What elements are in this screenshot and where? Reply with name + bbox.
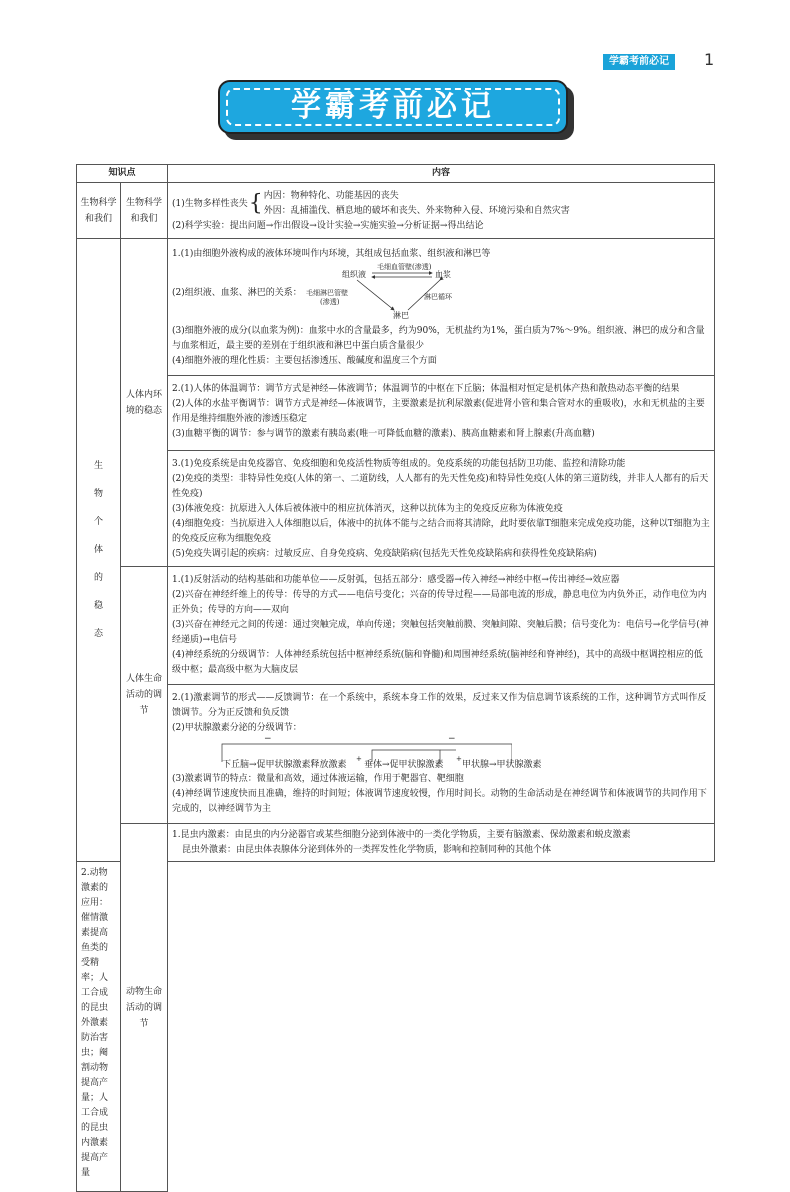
thyroid-hierarchy: (2)甲状腺激素分泌的分级调节： xyxy=(172,723,302,733)
cell-homeostasis-label: 人体内环境的稳态 xyxy=(121,239,168,567)
blood-sugar: (3)血糖平衡的调节：参与调节的激素有胰岛素(唯一可降低血糖的激素)、胰高血糖素和肾上腺素(升高血糖) xyxy=(172,429,595,439)
node-lymph: 淋巴 xyxy=(393,311,409,320)
cell-content xyxy=(168,376,715,451)
cell-content xyxy=(77,862,121,1192)
page-number: 1 xyxy=(704,50,715,69)
brace-icon: { xyxy=(248,191,263,216)
cell-content xyxy=(168,183,715,239)
internal-causes: 内因：物种特化、功能基因的丧失 xyxy=(263,191,399,201)
water-salt-balance: (2)人体的水盐平衡调节：调节方式是神经—体液调节，主要激素是抗利尿激素(促进肾小管和集合管对水的重吸收)，水和无机盐的主要作用是维持细胞外液的渗透压稳定 xyxy=(172,399,705,424)
synaptic-transmission: (3)兴奋在神经元之间的传递：通过突触完成，单向传递；突触包括突触前膜、突触间隙、突触后膜；信号变化为：电信号→化学信号(神经递质)→电信号 xyxy=(172,620,709,645)
edge-capillary-wall: 毛细血管壁(渗透) xyxy=(377,263,432,271)
cell-content xyxy=(168,239,715,376)
inner-env-def: 1.(1)由细胞外液构成的液体环境叫作内环境，其组成包括血浆、组织液和淋巴等 xyxy=(172,249,491,259)
nerve-conduction: (2)兴奋在神经纤维上的传导：传导的方式——电信号变化；兴奋的传导过程——局部电流的形成，静息电位为内负外正，动作电位为内正外负；传导的方向——双向 xyxy=(172,590,707,615)
table-row-homeostasis-1 xyxy=(77,239,715,376)
biodiversity-label: (1)生物多样性丧失 xyxy=(172,198,248,209)
insect-internal-hormones: 1.昆虫内激素：由昆虫的内分泌器官或某些细胞分泌到体液中的一类化学物质，主要有脑激素、保幼激素和蜕皮激素 xyxy=(172,830,631,840)
diagram-label: (2)组织液、血浆、淋巴的关系： xyxy=(172,288,302,298)
reflex-arc: 1.(1)反射活动的结构基础和功能单位——反射弧，包括五部分：感受器→传入神经→神经中枢→传出神经→效应器 xyxy=(172,575,620,585)
flow-plus-2: + xyxy=(456,755,462,763)
flow-plus-1: + xyxy=(356,755,362,763)
flow-pituitary: 垂体→促甲状腺激素 xyxy=(364,760,444,770)
immune-system: 3.(1)免疫系统是由免疫器官、免疫细胞和免疫活性物质等组成的。免疫系统的功能包括防卫功能、监控和清除功能 xyxy=(172,459,626,469)
edge-lymph-capillary-wall-note: (渗透) xyxy=(320,298,340,306)
banner-title: 学霸考前必记 xyxy=(291,89,495,124)
knowledge-table xyxy=(76,164,715,1192)
table-row-animal-1 xyxy=(77,824,715,862)
flow-thyroid: 甲状腺→甲状腺激素 xyxy=(462,760,542,770)
node-plasma: 血浆 xyxy=(435,270,451,279)
feedback-minus-1: − xyxy=(264,734,272,744)
hormone-features: (3)激素调节的特点：微量和高效，通过体液运输，作用于靶器官、靶细胞 xyxy=(172,774,464,784)
fluid-composition: (3)细胞外液的成分(以血浆为例)：血浆中水的含量最多，约为90%，无机盐约为1%，蛋白质为7%～9%。组织液、淋巴的成分和含量与血浆相近，最主要的差别在于组织液和淋巴中蛋白质含量很少 xyxy=(172,326,705,351)
nervous-hierarchy: (4)神经系统的分级调节：人体神经系统包括中枢神经系统(脑和脊髓)和周围神经系统(脑神经和脊神经)，其中的高级中枢调控相应的低级中枢；最高级中枢为大脑皮层 xyxy=(172,650,703,675)
biodiversity-loss xyxy=(172,189,710,219)
external-causes: 外因：乱捕滥伐、栖息地的破坏和丧失、外来物种入侵、环境污染和自然灾害 xyxy=(263,206,570,216)
cell-content xyxy=(168,451,715,567)
cell-topic: 生物科学和我们 xyxy=(77,183,121,239)
immune-types: (2)免疫的类型：非特异性免疫(人体的第一、二道防线，人人都有的先天性免疫)和特异性免疫(人体的第三道防线，并非人人都有的后天性免疫) xyxy=(172,474,709,499)
table-row-regulation-2 xyxy=(77,685,715,824)
science-experiment: (2)科学实验：提出问题→作出假设→设计实验→实施实验→分析证据→得出结论 xyxy=(172,221,484,231)
section-title xyxy=(77,239,121,862)
feedback-regulation: 2.(1)激素调节的形式——反馈调节：在一个系统中，系统本身工作的效果，反过来又作为信息调节该系统的工作，这种调节方式叫作反馈调节。分为正反馈和负反馈 xyxy=(172,693,707,718)
table-row-homeostasis-3 xyxy=(77,451,715,567)
table-row-homeostasis-2 xyxy=(77,376,715,451)
node-tissue-fluid: 组织液 xyxy=(342,270,366,279)
flow-hypothalamus: 下丘脑→促甲状腺激素释放激素 xyxy=(222,760,347,770)
section-title-text: 生物个体的稳态 xyxy=(93,461,103,639)
table-header-row xyxy=(77,165,715,183)
insect-external-hormones: 昆虫外激素：由昆虫体表腺体分泌到体外的一类挥发性化学物质，影响和控制同种的其他个体 xyxy=(182,845,552,855)
neural-vs-humoral: (4)神经调节速度快而且准确，维持的时间短；体液调节速度较慢，作用时间长。动物的生命活动是在神经调节和体液调节的共同作用下完成的，以神经调节为主 xyxy=(172,789,707,814)
cell-content xyxy=(168,567,715,685)
cell-content xyxy=(168,685,715,824)
feedback-minus-2: − xyxy=(448,734,456,744)
cellular-immunity: (4)细胞免疫：当抗原进入人体细胞以后，体液中的抗体不能与之结合而将其清除，此时要依靠T细胞来完成免疫功能，这种以T细胞为主的免疫反应称为细胞免疫 xyxy=(172,519,710,544)
edge-lymph-capillary-wall: 毛细淋巴管壁 xyxy=(306,289,348,297)
table-row-animal-2 xyxy=(77,862,715,1192)
edge-lymph-circulation: 淋巴循环 xyxy=(424,293,452,301)
cell-subtopic: 生物科学和我们 xyxy=(121,183,168,239)
cell-regulation-label: 人体生命活动的调节 xyxy=(121,567,168,824)
banner-box xyxy=(218,80,568,134)
fluid-relation-diagram xyxy=(172,264,710,322)
cell-animal-label: 动物生命活动的调节 xyxy=(121,824,168,1192)
fluid-properties: (4)细胞外液的理化性质：主要包括渗透压、酸碱度和温度三个方面 xyxy=(172,356,437,366)
body-temperature: 2.(1)人体的体温调节：调节方式是神经—体液调节；体温调节的中枢在下丘脑；体温相对恒定是机体产热和散热动态平衡的结果 xyxy=(172,384,680,394)
humoral-immunity: (3)体液免疫：抗原进入人体后被体液中的相应抗体消灭，这种以抗体为主的免疫反应称为体液免疫 xyxy=(172,504,563,514)
table-row-bio-science xyxy=(77,183,715,239)
col-header-content: 内容 xyxy=(168,165,715,183)
cell-content xyxy=(168,824,715,862)
table-row-regulation-1 xyxy=(77,567,715,685)
title-banner xyxy=(218,80,572,138)
col-header-knowledge: 知识点 xyxy=(77,165,168,183)
header-tag: 学霸考前必记 xyxy=(603,54,675,70)
thyroid-flow-diagram xyxy=(172,734,710,772)
hormone-applications: 2.动物激素的应用：催情激素提高鱼类的受精率；人工合成的昆虫外激素防治害虫；阉割动物提高产量；人工合成的昆虫内激素提高产量 xyxy=(81,868,109,1178)
immune-disorders: (5)免疫失调引起的疾病：过敏反应、自身免疫病、免疫缺陷病(包括先天性免疫缺陷病和获得性免疫缺陷病) xyxy=(172,549,597,559)
